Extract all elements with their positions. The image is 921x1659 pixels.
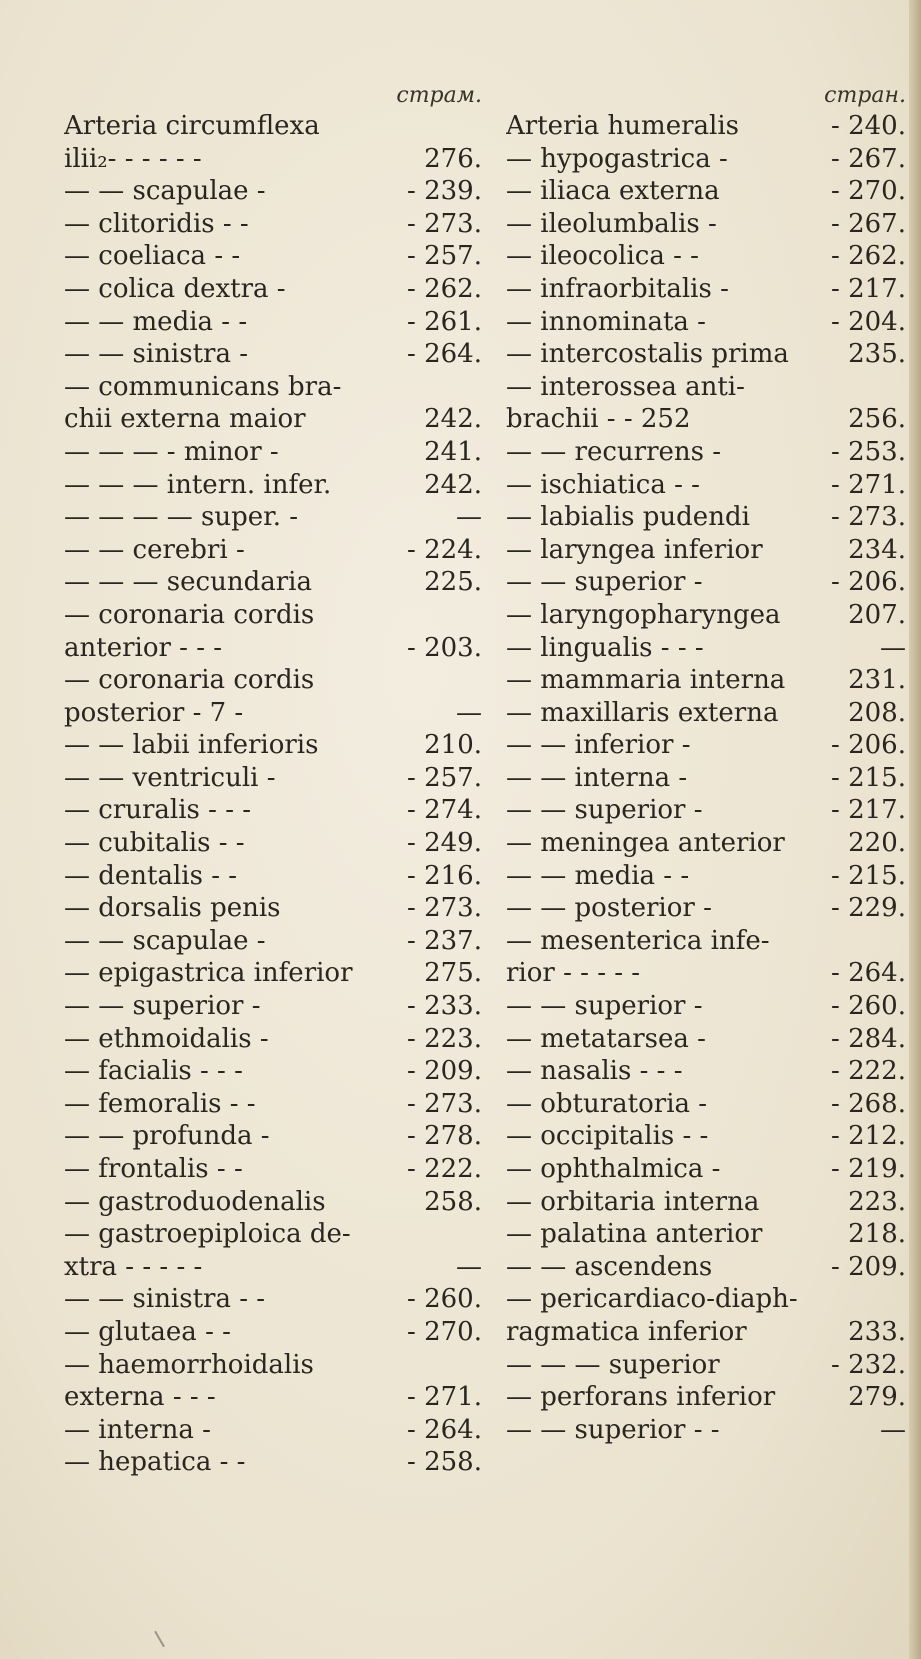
index-entry	[64, 175, 482, 208]
entry-term: — — profunda -	[64, 1121, 270, 1152]
entry-page-number: 235.	[848, 339, 906, 370]
entry-page-number: - 223.	[407, 1023, 482, 1054]
entry-page-number: —	[456, 502, 482, 533]
entry-term: — metatarsea -	[506, 1023, 706, 1054]
entry-page-number: - 222.	[831, 1056, 906, 1087]
index-entry	[506, 632, 906, 665]
entry-page-number: - 215.	[831, 860, 906, 891]
entry-term: — ileocolica - -	[506, 241, 699, 272]
index-entry	[506, 110, 906, 143]
entry-page-number: - 253.	[831, 436, 906, 467]
entry-term: — haemorrhoidalis	[64, 1349, 314, 1380]
entry-page-number: - 237.	[407, 925, 482, 956]
index-entry	[64, 1349, 482, 1382]
index-entry	[64, 371, 482, 404]
index-entry	[506, 599, 906, 632]
entry-term: — ophthalmica -	[506, 1154, 721, 1184]
index-entry	[506, 1349, 906, 1382]
index-entry	[64, 1186, 482, 1219]
entry-page-number: - 204.	[831, 306, 906, 337]
entry-term: anterior - - -	[64, 632, 223, 663]
entry-page-number: - 268.	[831, 1088, 906, 1119]
entry-page-number: - 209.	[407, 1056, 482, 1087]
entry-term: — pericardiaco-diaph-	[506, 1284, 798, 1315]
entry-term: — gastroduodenalis	[64, 1186, 326, 1217]
entry-page-number: - 278.	[407, 1121, 482, 1152]
index-entry	[506, 1088, 906, 1121]
index-entry	[64, 1023, 482, 1056]
entry-page-number: - 215.	[831, 762, 906, 793]
entry-term: — coronaria cordis	[64, 665, 315, 696]
index-list	[64, 110, 482, 1479]
entry-term: rior - - - - -	[506, 958, 641, 989]
entry-term: — coronaria cordis	[64, 599, 315, 630]
entry-term: — mesenterica infe-	[506, 925, 770, 956]
index-entry	[64, 762, 482, 795]
entry-page-number: - 240.	[831, 111, 906, 141]
entry-term: — — superior - -	[506, 1414, 720, 1445]
index-entry	[64, 664, 482, 697]
index-entry	[506, 957, 906, 990]
page-edge	[909, 0, 921, 1659]
entry-term: — — — superior	[506, 1349, 720, 1380]
index-entry	[64, 1088, 482, 1121]
entry-page-number: 233.	[848, 1316, 906, 1347]
entry-page-number: - 271.	[831, 469, 906, 500]
entry-term: ragmatica inferior	[506, 1316, 747, 1347]
entry-term: — — labii inferioris	[64, 730, 319, 761]
entry-term: xtra - - - - -	[64, 1251, 203, 1282]
entry-page-number: 258.	[424, 1186, 482, 1217]
entry-term: — ileolumbalis -	[506, 208, 717, 239]
entry-page-number: - 262.	[407, 273, 482, 304]
index-entry	[506, 729, 906, 762]
index-entry	[506, 1283, 906, 1316]
entry-page-number: - 232.	[831, 1349, 906, 1380]
entry-term: posterior - 7 -	[64, 697, 244, 728]
entry-page-number: —	[880, 1414, 906, 1445]
entry-term: — — interna -	[506, 762, 688, 793]
entry-term: — — media - -	[64, 306, 248, 337]
entry-term: — — sinistra -	[64, 339, 249, 370]
index-entry	[64, 599, 482, 632]
index-entry	[506, 403, 906, 436]
entry-term: — — superior -	[506, 795, 703, 826]
entry-term: — cruralis - - -	[64, 795, 252, 826]
entry-term: — perforans inferior	[506, 1382, 776, 1413]
entry-term: — nasalis - - -	[506, 1056, 683, 1087]
entry-page-number: 276.	[424, 143, 482, 174]
entry-term: — glutaea - -	[64, 1316, 231, 1347]
entry-term: — — posterior -	[506, 893, 712, 924]
index-entry	[64, 860, 482, 893]
index-entry	[64, 1251, 482, 1284]
entry-term: — orbitaria interna	[506, 1186, 760, 1217]
index-entry	[64, 827, 482, 860]
entry-term: — lingualis - - -	[506, 632, 704, 663]
entry-page-number: 210.	[424, 730, 482, 761]
entry-term: — frontalis - -	[64, 1154, 243, 1184]
entry-page-number: - 273.	[407, 208, 482, 239]
index-entry	[506, 1055, 906, 1088]
entry-term: — — — secundaria	[64, 567, 312, 598]
index-entry	[506, 371, 906, 404]
index-entry	[64, 1120, 482, 1153]
index-entry	[64, 110, 482, 143]
entry-term: — interossea anti-	[506, 371, 745, 402]
entry-term: — mammaria interna	[506, 665, 786, 696]
entry-page-number: 231.	[848, 665, 906, 696]
entry-term: — femoralis - -	[64, 1088, 256, 1119]
index-entry	[64, 1153, 482, 1186]
page-column-header: стран.	[824, 83, 906, 108]
index-entry	[506, 1023, 906, 1056]
entry-page-number: - 206.	[831, 567, 906, 598]
entry-term: — occipitalis - -	[506, 1121, 709, 1152]
entry-page-number: 242.	[424, 469, 482, 500]
entry-page-number: - 273.	[407, 893, 482, 924]
entry-term: — — recurrens -	[506, 436, 722, 467]
entry-term: Arteria circumflexa	[64, 111, 320, 141]
entry-page-number: - 264.	[407, 1414, 482, 1445]
index-entry	[64, 501, 482, 534]
entry-page-number: - 249.	[407, 828, 482, 859]
entry-term: — hepatica - -	[64, 1447, 246, 1478]
entry-page-number: - 217.	[831, 795, 906, 826]
entry-page-number: - 257.	[407, 241, 482, 272]
index-entry	[64, 1316, 482, 1349]
index-entry	[506, 1153, 906, 1186]
index-entry	[506, 436, 906, 469]
entry-page-number: 225.	[424, 567, 482, 598]
index-entry	[506, 990, 906, 1023]
entry-term: ilii₂- - - - - -	[64, 143, 202, 174]
index-entry	[506, 534, 906, 567]
entry-page-number: - 212.	[831, 1121, 906, 1152]
entry-page-number: 242.	[424, 404, 482, 435]
entry-page-number: - 216.	[407, 860, 482, 891]
entry-term: — dentalis - -	[64, 860, 238, 891]
entry-page-number: - 267.	[831, 143, 906, 174]
entry-page-number: 256.	[848, 404, 906, 435]
index-entry	[506, 664, 906, 697]
index-entry	[64, 697, 482, 730]
index-entry	[64, 143, 482, 176]
entry-page-number: - 229.	[831, 893, 906, 924]
entry-term: — — — intern. infer.	[64, 469, 332, 500]
entry-page-number: - 217.	[831, 273, 906, 304]
entry-term: — — media - -	[506, 860, 690, 891]
entry-page-number: - 209.	[831, 1251, 906, 1282]
entry-page-number: - 203.	[407, 632, 482, 663]
right-column	[506, 82, 906, 1446]
index-entry	[64, 1218, 482, 1251]
entry-page-number: - 257.	[407, 762, 482, 793]
index-list	[506, 110, 906, 1446]
index-entry	[506, 1316, 906, 1349]
index-entry	[64, 306, 482, 339]
entry-page-number: - 271.	[407, 1382, 482, 1413]
entry-page-number: —	[880, 632, 906, 663]
entry-page-number: —	[456, 1251, 482, 1282]
entry-page-number: - 267.	[831, 208, 906, 239]
index-entry	[64, 1446, 482, 1479]
entry-term: — interna -	[64, 1414, 211, 1445]
index-entry	[506, 338, 906, 371]
entry-page-number: - 219.	[831, 1154, 906, 1184]
entry-page-number: 220.	[848, 828, 906, 859]
entry-page-number: 218.	[848, 1219, 906, 1250]
entry-page-number: - 260.	[831, 991, 906, 1022]
index-entry	[506, 762, 906, 795]
entry-page-number: 275.	[424, 958, 482, 989]
index-entry	[64, 469, 482, 502]
entry-term: — — sinistra - -	[64, 1284, 266, 1315]
index-entry	[64, 208, 482, 241]
entry-page-number: 207.	[848, 599, 906, 630]
entry-page-number: 208.	[848, 697, 906, 728]
entry-term: — — superior -	[506, 991, 703, 1022]
index-entry	[64, 892, 482, 925]
index-entry	[506, 208, 906, 241]
index-entry	[506, 860, 906, 893]
index-entry	[64, 534, 482, 567]
index-entry	[506, 501, 906, 534]
entry-term: — iliaca externa	[506, 176, 720, 207]
entry-page-number: - 274.	[407, 795, 482, 826]
index-entry	[506, 892, 906, 925]
entry-page-number: - 273.	[831, 502, 906, 533]
entry-term: externa - - -	[64, 1382, 216, 1413]
entry-term: — maxillaris externa	[506, 697, 779, 728]
entry-term: — cubitalis - -	[64, 828, 245, 859]
left-column	[64, 82, 482, 1479]
entry-page-number: - 264.	[407, 339, 482, 370]
entry-term: — — ventriculi -	[64, 762, 276, 793]
entry-page-number: 279.	[848, 1382, 906, 1413]
entry-page-number: —	[456, 697, 482, 728]
entry-page-number: - 239.	[407, 176, 482, 207]
index-entry	[506, 306, 906, 339]
index-entry	[64, 436, 482, 469]
entry-term: chii externa maior	[64, 404, 306, 435]
entry-term: — laryngopharyngea	[506, 599, 781, 630]
entry-term: — labialis pudendi	[506, 502, 750, 533]
entry-term: brachii - - 252	[506, 404, 691, 435]
entry-term: — communicans bra-	[64, 371, 342, 402]
index-entry	[64, 1055, 482, 1088]
entry-term: — — scapulae -	[64, 925, 266, 956]
entry-term: — innominata -	[506, 306, 706, 337]
entry-page-number: - 264.	[831, 958, 906, 989]
entry-term: Arteria humeralis	[506, 111, 739, 141]
entry-term: — — scapulae -	[64, 176, 266, 207]
entry-page-number: - 273.	[407, 1088, 482, 1119]
entry-term: — dorsalis penis	[64, 893, 281, 924]
entry-page-number: 241.	[424, 436, 482, 467]
entry-term: — — cerebri -	[64, 534, 245, 565]
entry-term: — facialis - - -	[64, 1056, 243, 1087]
entry-term: — coeliaca - -	[64, 241, 241, 272]
index-entry	[506, 925, 906, 958]
index-entry	[64, 925, 482, 958]
entry-term: — — — — super. -	[64, 502, 299, 533]
page-column-header: страм.	[396, 83, 482, 108]
index-entry	[64, 1283, 482, 1316]
index-entry	[506, 1218, 906, 1251]
entry-page-number: 234.	[848, 534, 906, 565]
index-entry	[64, 632, 482, 665]
entry-term: — meningea anterior	[506, 828, 785, 859]
index-entry	[506, 827, 906, 860]
entry-page-number: - 284.	[831, 1023, 906, 1054]
entry-term: — clitoridis - -	[64, 208, 249, 239]
index-entry	[64, 1414, 482, 1447]
index-entry	[506, 1251, 906, 1284]
entry-term: — hypogastrica -	[506, 143, 728, 174]
index-entry	[64, 566, 482, 599]
index-entry	[64, 403, 482, 436]
entry-term: — epigastrica inferior	[64, 958, 353, 989]
entry-page-number: - 260.	[407, 1284, 482, 1315]
index-entry	[506, 1381, 906, 1414]
entry-term: — laryngea inferior	[506, 534, 763, 565]
entry-term: — obturatoria -	[506, 1088, 708, 1119]
index-entry	[64, 338, 482, 371]
entry-term: — ethmoidalis -	[64, 1023, 269, 1054]
entry-term: — — superior -	[64, 991, 261, 1022]
entry-page-number: - 270.	[407, 1316, 482, 1347]
index-entry	[506, 175, 906, 208]
index-entry	[64, 957, 482, 990]
index-entry	[506, 566, 906, 599]
entry-term: — colica dextra -	[64, 273, 286, 304]
index-entry	[506, 1414, 906, 1447]
entry-term: — intercostalis prima	[506, 339, 789, 370]
index-entry	[506, 273, 906, 306]
ink-mark	[154, 1627, 172, 1648]
entry-term: — ischiatica - -	[506, 469, 700, 500]
index-entry	[64, 729, 482, 762]
index-entry	[506, 794, 906, 827]
entry-page-number: - 224.	[407, 534, 482, 565]
index-entry	[64, 794, 482, 827]
entry-term: — palatina anterior	[506, 1219, 763, 1250]
index-entry	[64, 990, 482, 1023]
index-entry	[506, 1186, 906, 1219]
entry-term: — — inferior -	[506, 730, 691, 761]
index-entry	[506, 143, 906, 176]
entry-page-number: - 222.	[407, 1154, 482, 1184]
entry-page-number: - 262.	[831, 241, 906, 272]
index-entry	[506, 240, 906, 273]
index-entry	[64, 273, 482, 306]
index-entry	[64, 240, 482, 273]
index-entry	[506, 1120, 906, 1153]
entry-page-number: 223.	[848, 1186, 906, 1217]
entry-page-number: - 258.	[407, 1447, 482, 1478]
entry-page-number: - 233.	[407, 991, 482, 1022]
entry-term: — gastroepiploica de-	[64, 1219, 351, 1250]
entry-page-number: - 261.	[407, 306, 482, 337]
entry-term: — — — - minor -	[64, 436, 279, 467]
entry-term: — — superior -	[506, 567, 703, 598]
entry-page-number: - 270.	[831, 176, 906, 207]
entry-page-number: - 206.	[831, 730, 906, 761]
index-entry	[64, 1381, 482, 1414]
entry-term: — — ascendens	[506, 1251, 713, 1282]
entry-term: — infraorbitalis -	[506, 273, 729, 304]
index-entry	[506, 469, 906, 502]
index-entry	[506, 697, 906, 730]
